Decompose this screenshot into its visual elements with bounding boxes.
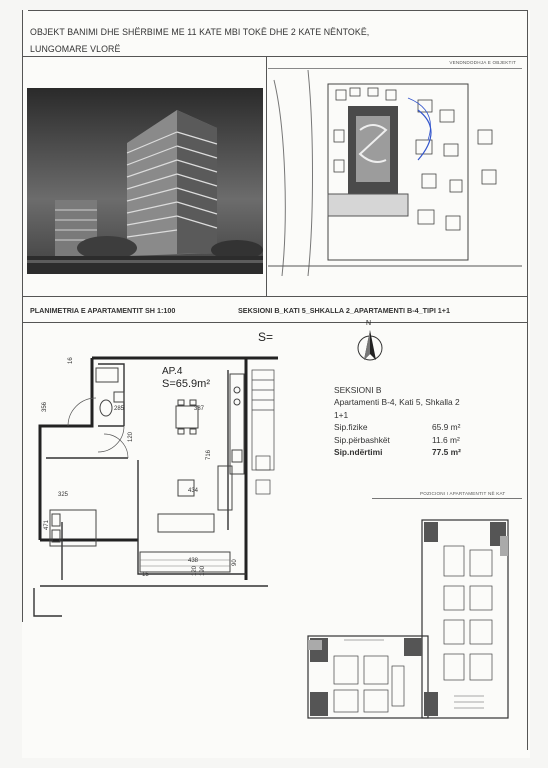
info-row-shared xyxy=(334,434,524,446)
dim-label: 716 xyxy=(206,449,212,460)
position-plan-label: POZICIONI I APARTAMENTIT NË KAT xyxy=(420,491,506,496)
apartment-info xyxy=(334,384,524,458)
right-border xyxy=(527,10,528,750)
floor-plan-drawing xyxy=(28,330,284,622)
header-divider xyxy=(22,56,528,57)
info-row-value: 77.5 m² xyxy=(432,447,461,458)
dim-label: 434 xyxy=(188,488,199,494)
info-line-2: 1+1 xyxy=(334,409,349,420)
apartment-area-label: S=65.9m² xyxy=(162,378,210,390)
dim-label: 356 xyxy=(42,401,48,412)
info-heading: SEKSIONI B xyxy=(334,385,382,395)
site-plan-label-rule xyxy=(268,68,522,69)
info-row-label: Sip.fizike xyxy=(334,422,368,433)
dim-label: 16 xyxy=(68,357,74,364)
left-border xyxy=(22,10,23,622)
info-row-value: 65.9 m² xyxy=(432,422,461,433)
apartment-label: AP.4 xyxy=(162,366,183,377)
title-line-2: LUNGOMARE VLORË xyxy=(30,44,121,54)
building-render-image xyxy=(27,88,263,274)
document-title xyxy=(30,24,390,58)
dim-label: 15 xyxy=(142,572,149,578)
floor-position-plan xyxy=(304,516,522,730)
info-row-value: 11.6 m² xyxy=(432,434,460,445)
info-row-built xyxy=(334,446,524,458)
dim-label: 438 xyxy=(188,558,199,564)
dim-label: 90 xyxy=(232,559,238,566)
site-plan-label: VENDNDODHJA E OBJEKTIT xyxy=(449,60,516,65)
info-row-label: Sip.përbashkët xyxy=(334,434,390,445)
neighbor-area-label: S= xyxy=(258,330,274,344)
dim-label: 471 xyxy=(44,519,50,530)
info-line-1: Apartamenti B-4, Kati 5, Shkalla 2 xyxy=(334,397,460,408)
dim-label: 120 xyxy=(192,565,198,576)
info-row-physical xyxy=(334,421,524,433)
top-border xyxy=(28,10,528,11)
north-letter: N xyxy=(366,320,372,327)
top-center-divider xyxy=(266,56,267,296)
title-line-1: OBJEKT BANIMI DHE SHËRBIME ME 11 KATE MBI TOKË DHE 2 KATE NËNTOKË, xyxy=(30,27,370,37)
position-plan-rule xyxy=(372,498,522,499)
plan-title-divider xyxy=(22,322,528,323)
apartment-section-title: SEKSIONI B_KATI 5_SHKALLA 2_APARTAMENTI B-4_TIPI 1+1 xyxy=(238,306,450,315)
site-plan-drawing xyxy=(268,70,522,276)
section-divider xyxy=(22,296,528,297)
dim-label: 190 xyxy=(200,565,206,576)
dim-label: 285 xyxy=(114,406,125,412)
plan-title: PLANIMETRIA E APARTAMENTIT SH 1:100 xyxy=(30,306,176,315)
info-row-label: Sip.ndërtimi xyxy=(334,447,383,458)
dim-label: 325 xyxy=(58,492,69,498)
site-plan-panel xyxy=(268,58,522,276)
dim-label: 120 xyxy=(128,431,134,442)
north-arrow-icon xyxy=(354,328,386,368)
dim-label: 387 xyxy=(194,406,205,412)
